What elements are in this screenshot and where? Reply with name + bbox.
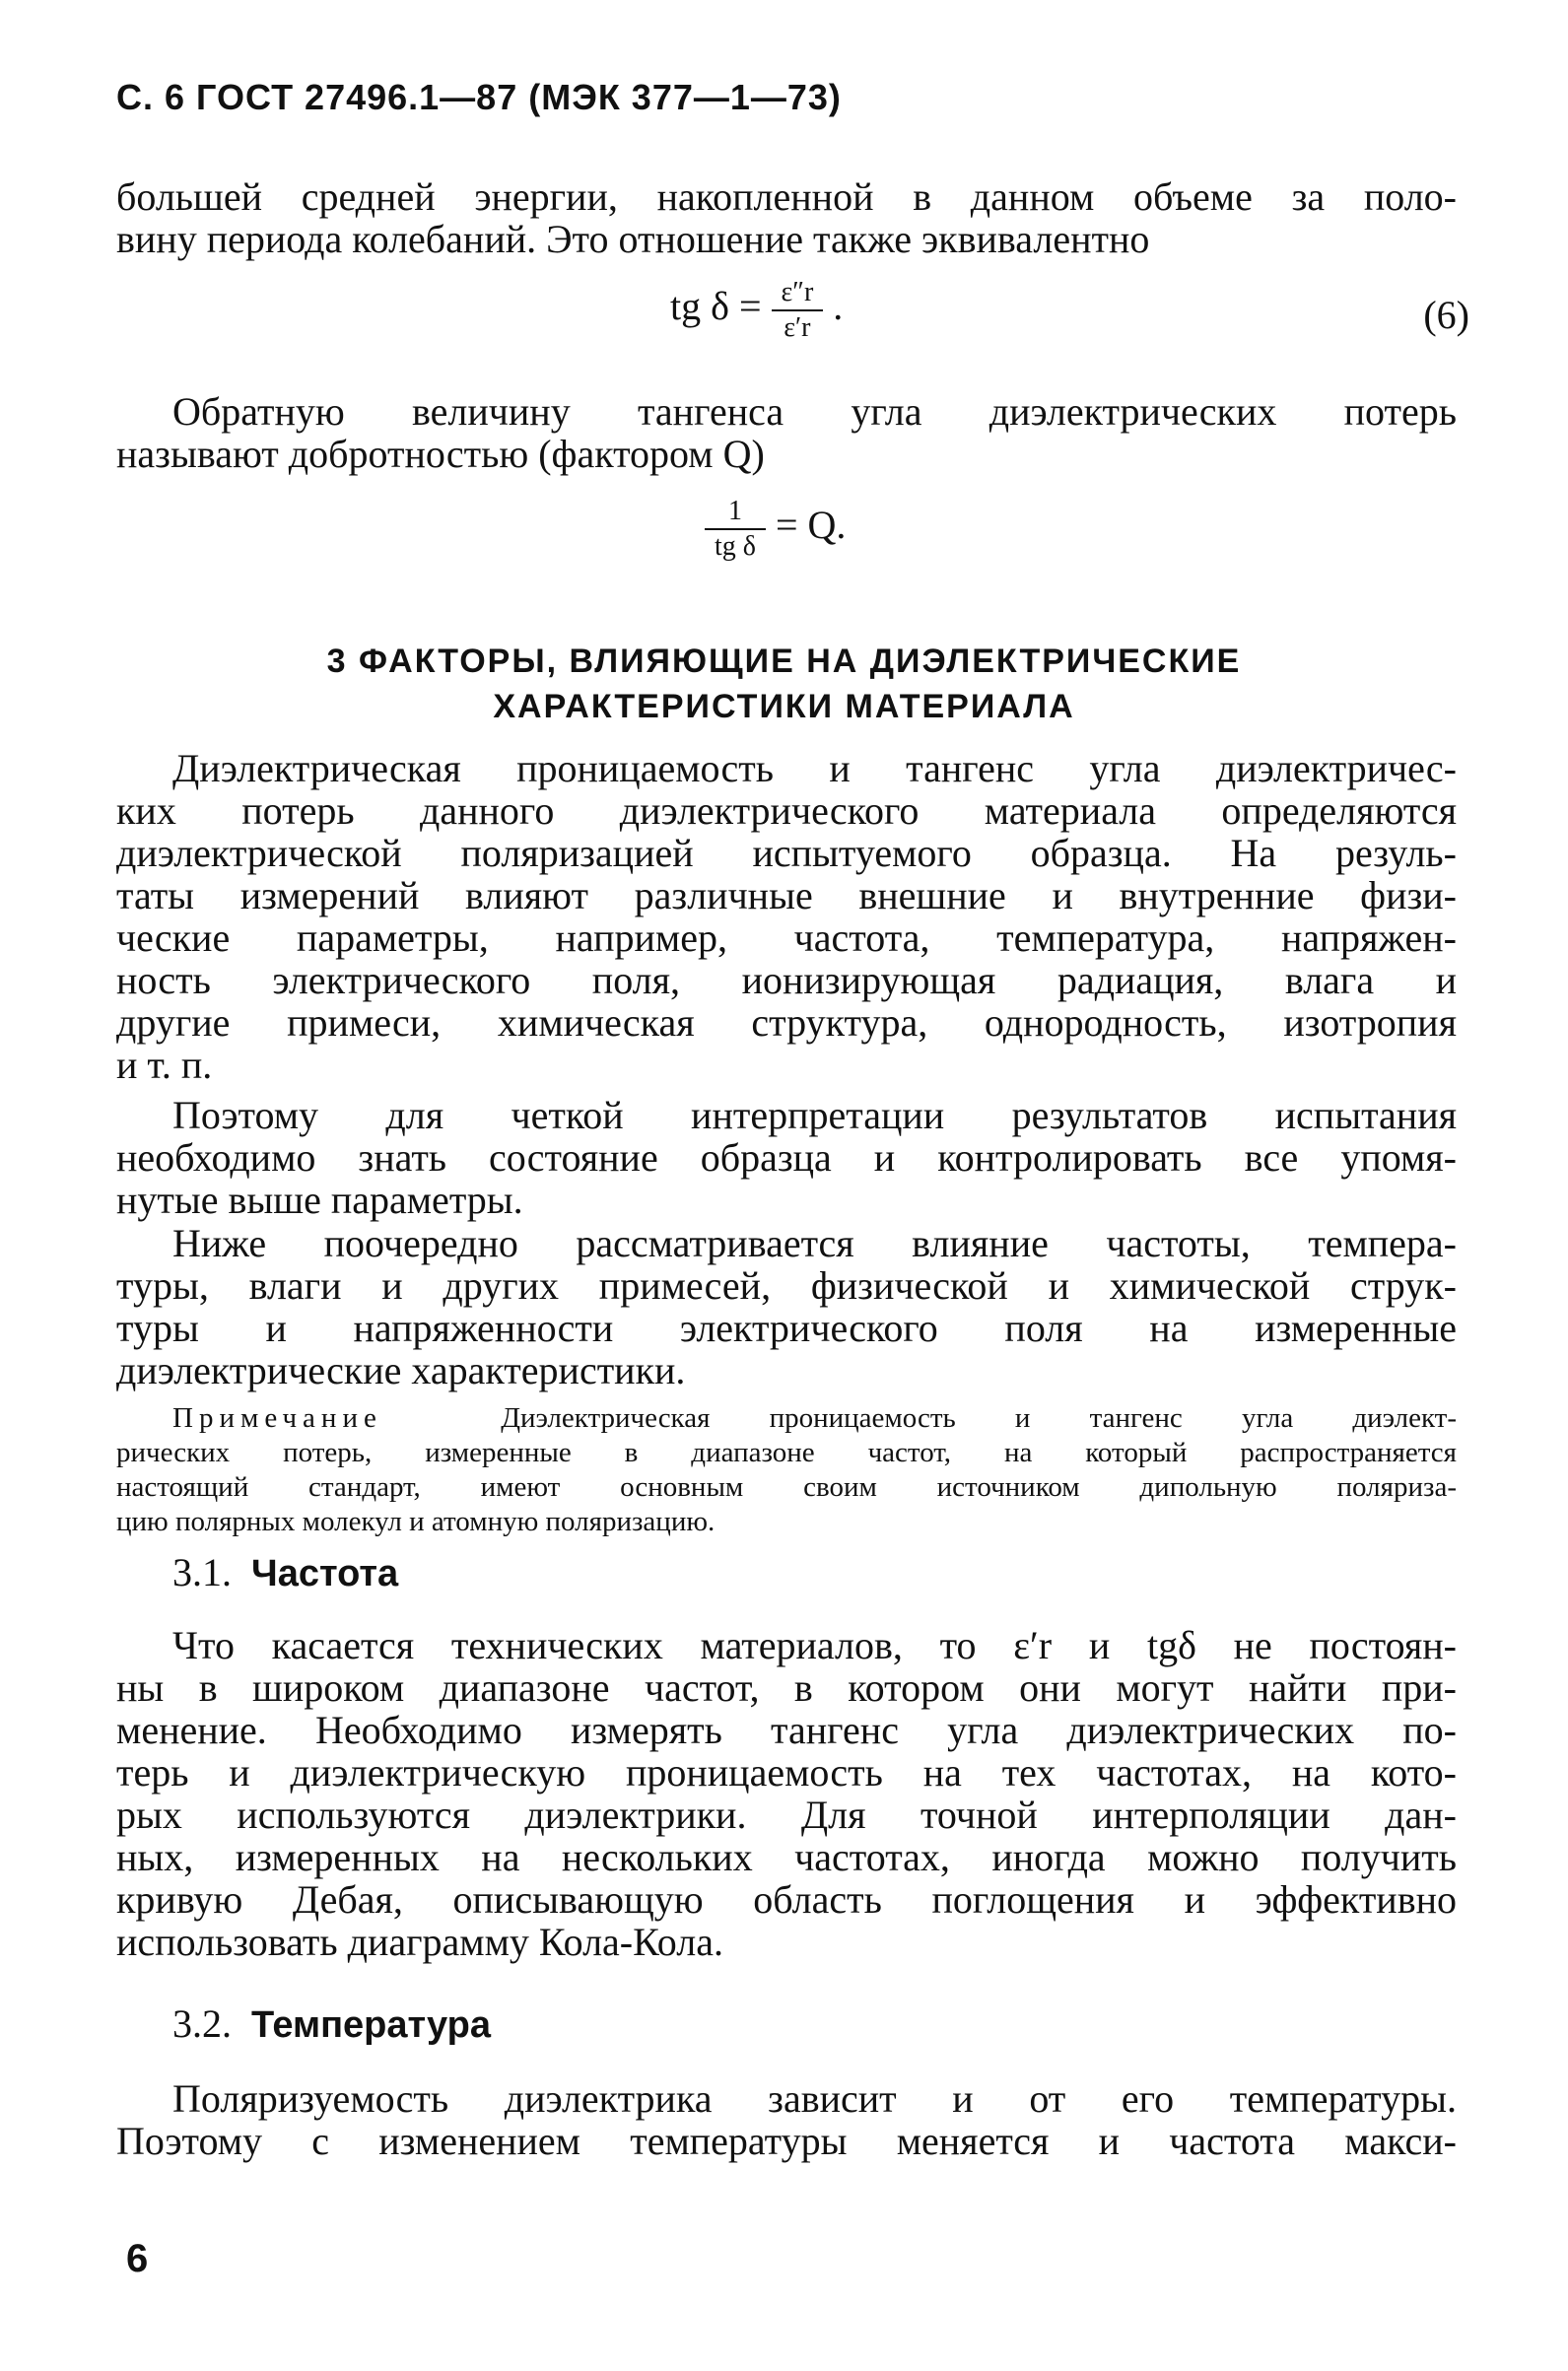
equation-number: (6) <box>1423 293 1469 337</box>
text-line: нутые выше параметры. <box>116 1178 523 1222</box>
page-number: 6 <box>126 2237 149 2280</box>
formula-denominator: ε′r <box>784 312 811 343</box>
section-3-title <box>0 639 1568 729</box>
q-paragraph <box>116 390 1457 475</box>
text-line: туры и напряженности электрического поля на измеренные <box>116 1306 1457 1350</box>
note-line: настоящий стандарт, имеют основным своим источником дипольную поляриза- <box>116 1471 1457 1503</box>
text-line: Диэлектрическая проницаемость и тангенс угла диэлектричес- <box>172 746 1457 790</box>
text-line: ность электрического поля, ионизирующая радиация, влага и <box>116 958 1457 1002</box>
section-title: Частота <box>251 1553 399 1594</box>
formula-q <box>705 495 846 564</box>
text-line: ны в широком диапазоне частот, в котором они могут найти при- <box>116 1665 1457 1710</box>
note-block <box>172 1401 1457 1436</box>
note-text: Диэлектрическая проницаемость и тангенс угла диэлект- <box>501 1402 1457 1434</box>
text-line: Ниже поочередно рассматривается влияние частоты, темпера- <box>172 1221 1457 1265</box>
section-number: 3.1. <box>172 1550 232 1594</box>
page-header: С. 6 ГОСТ 27496.1—87 (МЭК 377—1—73) <box>116 77 842 117</box>
section-3-1-paragraph <box>116 1624 1457 1963</box>
text-line: терь и диэлектрическую проницаемость на тех частотах, на кото- <box>116 1750 1457 1795</box>
section-title: Температура <box>251 2004 492 2046</box>
intro-paragraph <box>116 175 1457 260</box>
note-line <box>172 1401 1457 1436</box>
text-line: ных, измеренных на нескольких частотах, иногда можно получить <box>116 1835 1457 1879</box>
text-line: Что касается технических материалов, то ε′r и tgδ не постоян- <box>172 1623 1457 1667</box>
formula-numerator: 1 <box>705 495 766 530</box>
formula-rhs: = Q. <box>775 503 847 548</box>
note-line: цию полярных молекул и атомную поляризацию. <box>116 1506 716 1537</box>
section-3-paragraph-3 <box>116 1222 1457 1391</box>
note-block-continued <box>116 1436 1457 1539</box>
text-line: Поляризуемость диэлектрика зависит и от его температуры. <box>172 2076 1457 2121</box>
text-line: менение. Необходимо измерять тангенс угла диэлектрических по- <box>116 1708 1457 1752</box>
text-line: Поэтому для четкой интерпретации результатов испытания <box>172 1093 1457 1137</box>
section-3-2-paragraph <box>116 2077 1457 2162</box>
text-line: большей средней энергии, накопленной в данном объеме за поло- <box>116 174 1457 219</box>
note-label: Примечание <box>172 1402 382 1434</box>
text-line: рых используются диэлектрики. Для точной интерполяции дан- <box>116 1793 1457 1837</box>
text-line: диэлектрической поляризацией испытуемого образца. На резуль- <box>116 831 1457 875</box>
formula-denominator: tg δ <box>715 531 756 562</box>
formula-fraction <box>705 495 766 564</box>
text-line: кривую Дебая, описывающую область поглощения и эффективно <box>116 1877 1457 1922</box>
section-3-1-heading <box>172 1549 398 1595</box>
text-line: туры, влаги и других примесей, физической и химической струк- <box>116 1263 1457 1308</box>
text-line: называют добротностью (фактором Q) <box>116 432 765 476</box>
section-3-paragraph-2 <box>116 1094 1457 1221</box>
section-title-line: ХАРАКТЕРИСТИКИ МАТЕРИАЛА <box>493 688 1075 725</box>
formula-fraction <box>772 276 824 345</box>
formula-dot: . <box>833 284 844 329</box>
section-number: 3.2. <box>172 2001 232 2046</box>
text-line: ких потерь данного диэлектрического материала определяются <box>116 788 1457 833</box>
section-3-2-heading <box>172 2000 491 2047</box>
text-line: вину периода колебаний. Это отношение также эквивалентно <box>116 217 1150 261</box>
text-line: другие примеси, химическая структура, однородность, изотропия <box>116 1000 1457 1045</box>
note-line: рических потерь, измеренные в диапазоне частот, на который распространяется <box>116 1437 1457 1468</box>
text-line: и т. п. <box>116 1043 213 1087</box>
text-line: необходимо знать состояние образца и контролировать все упомя- <box>116 1135 1457 1180</box>
text-line: использовать диаграмму Кола-Кола. <box>116 1920 723 1964</box>
formula-6 <box>670 276 843 345</box>
text-line: ческие параметры, например, частота, температура, напряжен- <box>116 915 1457 960</box>
section-3-paragraph-1 <box>116 747 1457 1086</box>
formula-numerator: ε″r <box>772 276 824 311</box>
text-line: Обратную величину тангенса угла диэлектрических потерь <box>172 389 1457 434</box>
text-line: таты измерений влияют различные внешние и внутренние физи- <box>116 873 1457 917</box>
text-line: Поэтому с изменением температуры меняется и частота макси- <box>116 2119 1457 2163</box>
formula-lhs: tg δ = <box>670 284 762 329</box>
text-line: диэлектрические характеристики. <box>116 1348 686 1392</box>
section-title-line: 3 ФАКТОРЫ, ВЛИЯЮЩИЕ НА ДИЭЛЕКТРИЧЕСКИЕ <box>326 643 1242 680</box>
